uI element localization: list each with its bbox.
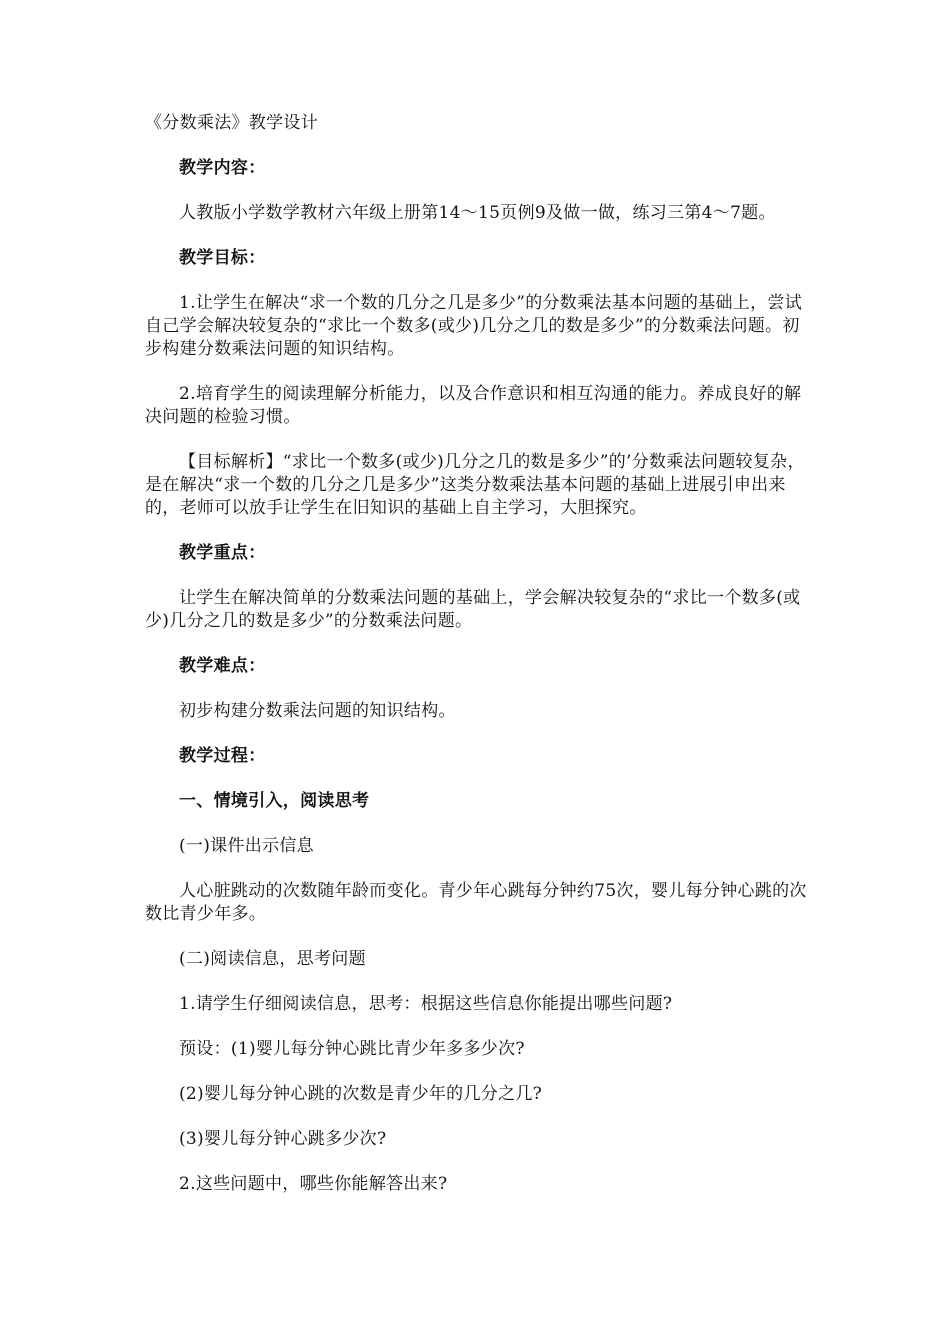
info-paragraph: 人心脏跳动的次数随年龄而变化。青少年心跳每分钟约75次，婴儿每分钟心跳的次数比青少年多。 bbox=[145, 881, 807, 924]
goal-2-paragraph: 2.培育学生的阅读理解分析能力，以及合作意识和相互沟通的能力。养成良好的解决问题的检验习惯。 bbox=[145, 384, 802, 427]
preset-1: 预设：(1)婴儿每分钟心跳比青少年多多少次? bbox=[179, 1039, 525, 1059]
key-heading: 教学重点： bbox=[179, 543, 266, 563]
document-title: 《分数乘法》教学设计 bbox=[145, 113, 318, 133]
content-heading: 教学内容： bbox=[179, 158, 266, 178]
difficulty-heading: 教学难点： bbox=[179, 656, 266, 676]
goal-analysis-paragraph: 【目标解析】“求比一个数多(或少)几分之几的数是多少”的’分数乘法问题较复杂，是在解决“求一个数的几分之几是多少”这类分数乘法基本问题的基础上进展引申出来的，老师可以放手让学生在旧知识的基础上自主学习，大胆探究。 bbox=[145, 452, 805, 518]
preset-3: (3)婴儿每分钟心跳多少次? bbox=[179, 1129, 387, 1149]
content-paragraph: 人教版小学数学教材六年级上册第14～15页例9及做一做，练习三第4～7题。 bbox=[179, 203, 776, 223]
subsection-2-title: (二)阅读信息，思考问题 bbox=[179, 949, 366, 969]
subsection-1-title: (一)课件出示信息 bbox=[179, 836, 314, 856]
preset-2: (2)婴儿每分钟心跳的次数是青少年的几分之几? bbox=[179, 1084, 543, 1104]
document-page bbox=[145, 112, 807, 1196]
process-heading: 教学过程： bbox=[179, 746, 266, 766]
goals-heading: 教学目标： bbox=[179, 248, 266, 268]
question-1: 1.请学生仔细阅读信息，思考：根据这些信息你能提出哪些问题? bbox=[179, 994, 673, 1014]
question-2: 2.这些问题中，哪些你能解答出来? bbox=[179, 1174, 448, 1194]
section-1-heading: 一、情境引入，阅读思考 bbox=[179, 791, 370, 811]
difficulty-paragraph: 初步构建分数乘法问题的知识结构。 bbox=[179, 701, 456, 721]
key-paragraph: 让学生在解决简单的分数乘法问题的基础上，学会解决较复杂的“求比一个数多(或少)几分之几的数是多少”的分数乘法问题。 bbox=[145, 588, 801, 631]
goal-1-paragraph: 1.让学生在解决“求一个数的几分之几是多少”的分数乘法基本问题的基础上，尝试自己学会解决较复杂的“求比一个数多(或少)几分之几的数是多少”的分数乘法问题。初步构建分数乘法问题的知识结构。 bbox=[145, 293, 802, 359]
